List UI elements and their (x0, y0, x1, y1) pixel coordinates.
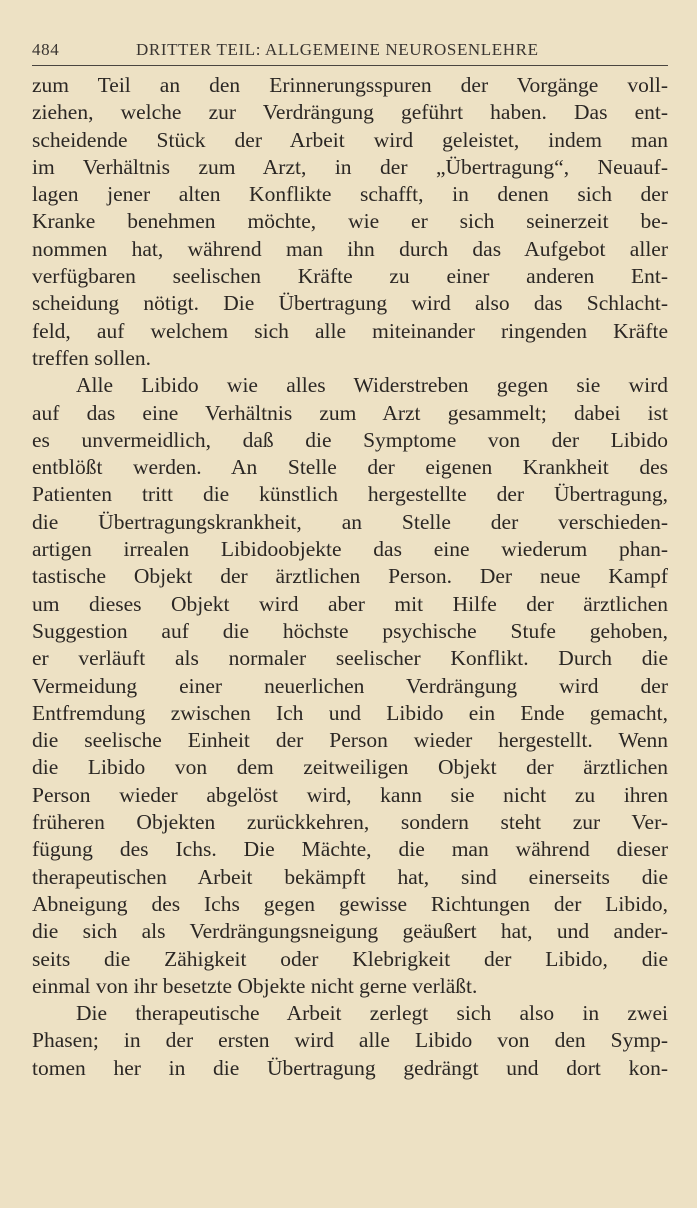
text-line: tomen her in die Übertragung gedrängt und dort kon- (32, 1055, 668, 1080)
text-line: fügung des Ichs. Die Mächte, die man während dieser (32, 837, 668, 862)
text-line: scheidende Stück der Arbeit wird geleistet, indem man (32, 127, 668, 152)
page-number: 484 (32, 40, 60, 59)
text-line: die Libido von dem zeitweiligen Objekt der ärztlichen (32, 755, 668, 780)
text-line: seits die Zähigkeit oder Klebrigkeit der Libido, die (32, 946, 668, 971)
text-line: einmal von ihr besetzte Objekte nicht gerne verläßt. (32, 973, 478, 998)
text-line: treffen sollen. (32, 345, 152, 370)
text-line: ziehen, welche zur Verdrängung geführt haben. Das ent- (32, 100, 668, 125)
text-line: es unvermeidlich, daß die Symptome von der Libido (32, 427, 668, 452)
paragraph-start-line: Alle Libido wie alles Widerstreben gegen sie wird (76, 373, 668, 398)
text-line: Person wieder abgelöst wird, kann sie nicht zu ihren (32, 782, 668, 807)
text-line: um dieses Objekt wird aber mit Hilfe der ärztlichen (32, 591, 668, 616)
text-line: lagen jener alten Konflikte schafft, in denen sich der (32, 182, 668, 207)
text-line: Vermeidung einer neuerlichen Verdrängung wird der (32, 673, 668, 698)
text-line: auf das eine Verhältnis zum Arzt gesammelt; dabei ist (32, 400, 668, 425)
text-line: er verläuft als normaler seelischer Konflikt. Durch die (32, 646, 668, 671)
body-text (32, 72, 668, 1082)
text-line: Entfremdung zwischen Ich und Libido ein Ende gemacht, (32, 700, 668, 725)
text-line: verfügbaren seelischen Kräfte zu einer anderen Ent- (32, 264, 668, 289)
running-header (32, 40, 668, 66)
text-line: früheren Objekten zurückkehren, sondern steht zur Ver- (32, 810, 668, 835)
text-line: im Verhältnis zum Arzt, in der „Übertragung“, Neuauf- (32, 154, 668, 179)
text-line: zum Teil an den Erinnerungsspuren der Vorgänge voll- (32, 73, 668, 97)
text-line: nommen hat, während man ihn durch das Aufgebot aller (32, 236, 668, 261)
text-line: Patienten tritt die künstlich hergestellte der Übertragung, (32, 482, 668, 507)
text-line: die seelische Einheit der Person wieder hergestellt. Wenn (32, 728, 668, 753)
text-line: Kranke benehmen möchte, wie er sich seinerzeit be- (32, 209, 668, 234)
header-rule (32, 65, 668, 66)
text-line: feld, auf welchem sich alle miteinander ringenden Kräfte (32, 318, 668, 343)
text-line: artigen irrealen Libidoobjekte das eine wiederum phan- (32, 537, 668, 562)
text-line: Suggestion auf die höchste psychische Stufe gehoben, (32, 618, 668, 643)
text-line: Abneigung des Ichs gegen gewisse Richtungen der Libido, (32, 891, 668, 916)
running-title: DRITTER TEIL: ALLGEMEINE NEUROSENLEHRE (136, 40, 539, 59)
text-line: therapeutischen Arbeit bekämpft hat, sind einerseits die (32, 864, 668, 889)
text-line: die Übertragungskrankheit, an Stelle der verschieden- (32, 509, 668, 534)
text-line: die sich als Verdrängungsneigung geäußert hat, und ander- (32, 919, 668, 944)
text-line: Phasen; in der ersten wird alle Libido von den Symp- (32, 1028, 668, 1053)
text-line: entblößt werden. An Stelle der eigenen Krankheit des (32, 455, 668, 480)
text-line: tastische Objekt der ärztlichen Person. Der neue Kampf (32, 564, 668, 589)
paragraph-start-line: Die therapeutische Arbeit zerlegt sich also in zwei (76, 1001, 668, 1026)
text-line: scheidung nötigt. Die Übertragung wird also das Schlacht- (32, 291, 668, 316)
